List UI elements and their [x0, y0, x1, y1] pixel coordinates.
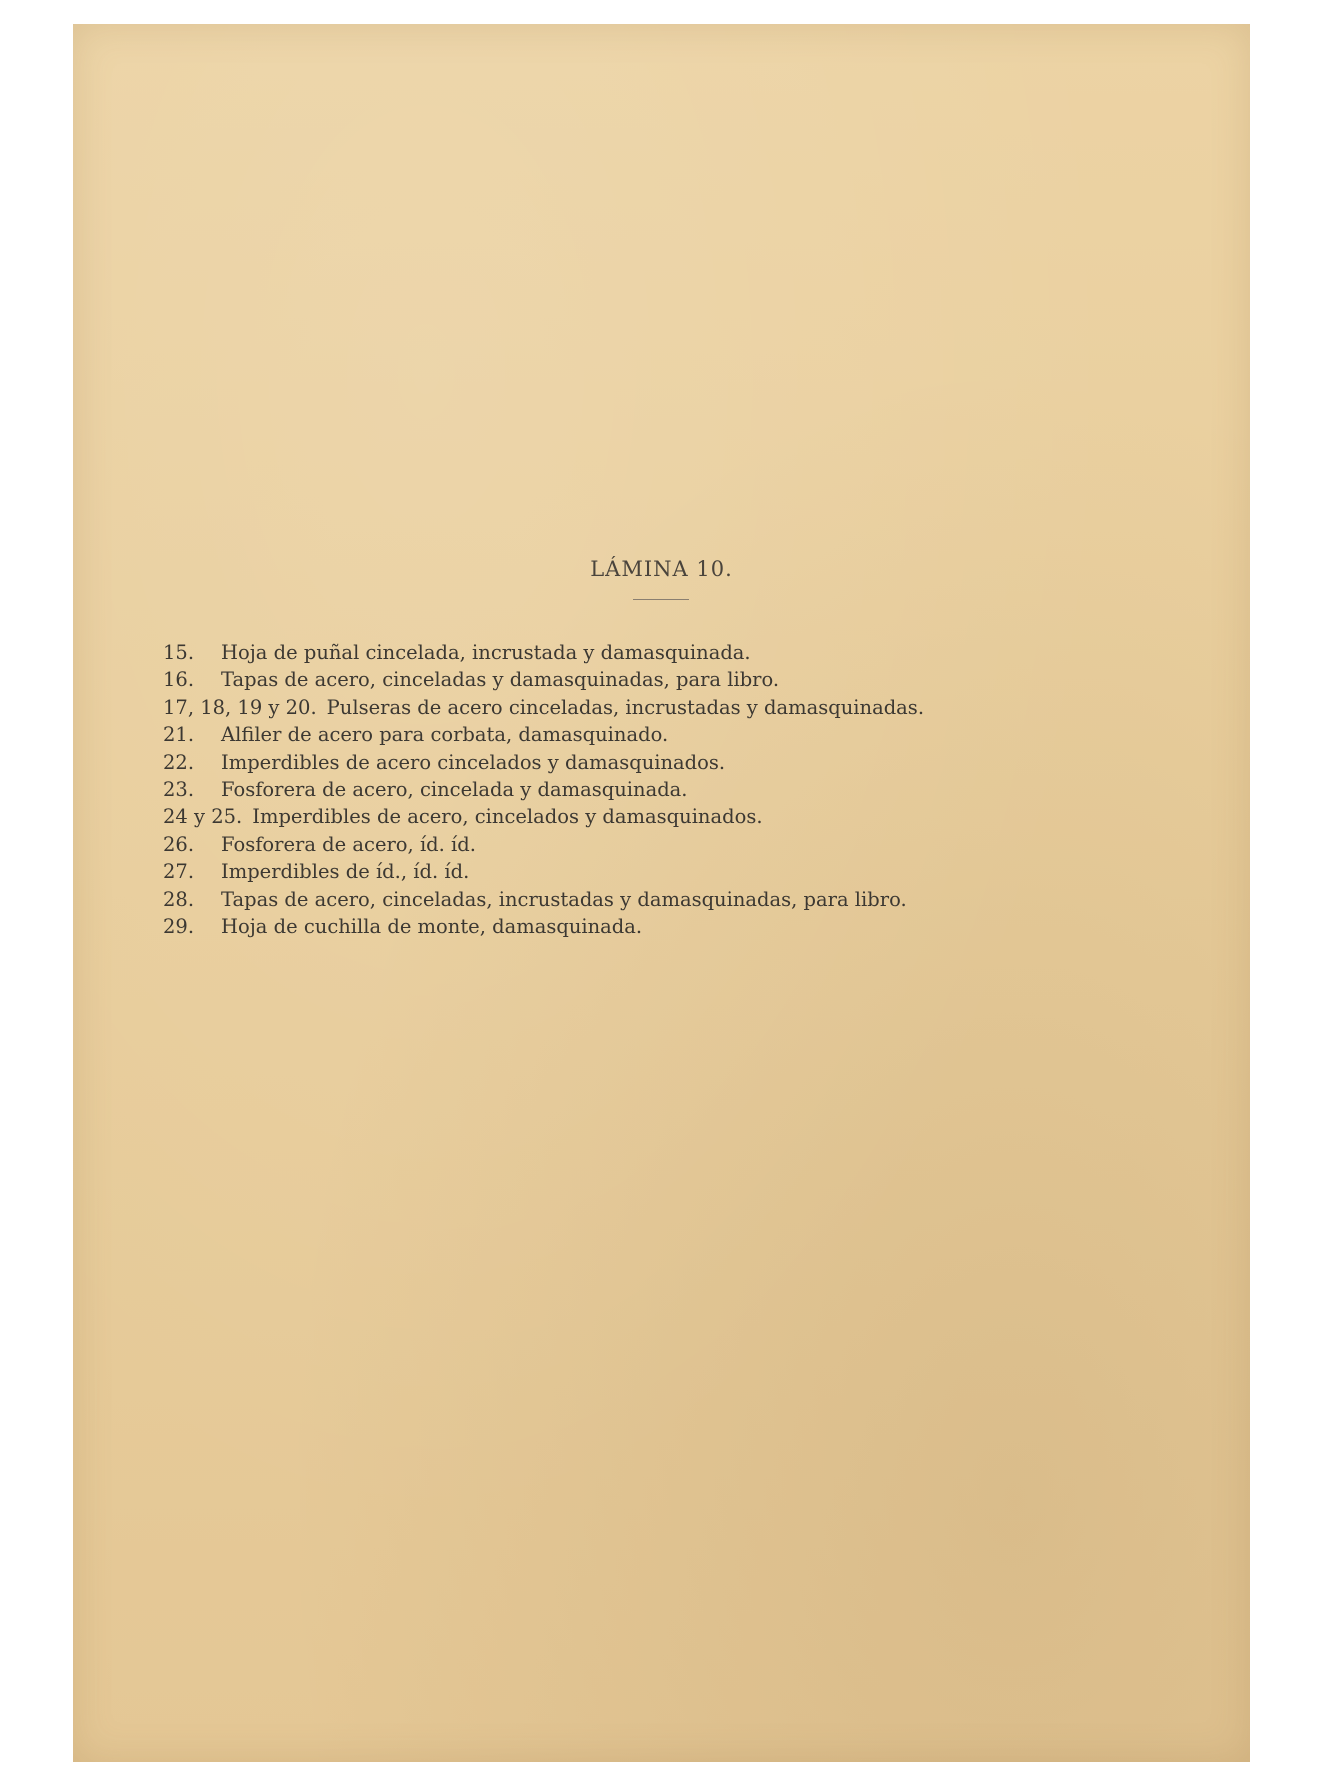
caption-list — [163, 639, 1123, 940]
caption-item — [163, 749, 1123, 776]
plate-title: LÁMINA 10. — [590, 557, 733, 581]
caption-number: 22. — [163, 750, 195, 774]
caption-text: Pulseras de acero cinceladas, incrustadas y damasquinadas. — [326, 695, 925, 719]
caption-number: 21. — [163, 723, 195, 747]
document-page — [73, 24, 1250, 1762]
caption-text: Imperdibles de íd., íd. íd. — [221, 860, 470, 884]
caption-text: Tapas de acero, cinceladas, incrustadas y damasquinadas, para libro. — [221, 887, 907, 911]
caption-item — [163, 694, 1123, 721]
caption-item — [163, 858, 1123, 885]
caption-number: 27. — [163, 860, 195, 884]
caption-text: Hoja de cuchilla de monte, damasquinada. — [221, 914, 643, 938]
caption-text: Hoja de puñal cincelada, incrustada y damasquinada. — [221, 641, 751, 664]
caption-text: Fosforera de acero, íd. íd. — [221, 832, 476, 856]
caption-item — [163, 721, 1123, 748]
caption-item — [163, 913, 1123, 940]
caption-number: 15. — [163, 641, 195, 664]
caption-text: Tapas de acero, cinceladas y damasquinadas, para libro. — [221, 668, 780, 692]
caption-text: Imperdibles de acero, cincelados y damasquinados. — [252, 805, 763, 829]
caption-number: 26. — [163, 832, 195, 856]
caption-number: 23. — [163, 777, 195, 801]
title-divider — [633, 599, 689, 600]
caption-item — [163, 666, 1123, 693]
caption-number: 29. — [163, 914, 195, 938]
caption-text: Imperdibles de acero cincelados y damasquinados. — [221, 750, 726, 774]
caption-number: 17, 18, 19 y 20. — [163, 695, 317, 719]
caption-item — [163, 886, 1123, 913]
caption-item — [163, 639, 1123, 666]
caption-item — [163, 803, 1123, 830]
caption-item — [163, 776, 1123, 803]
caption-number: 16. — [163, 668, 195, 692]
caption-text: Alfiler de acero para corbata, damasquinado. — [221, 723, 669, 747]
caption-item — [163, 831, 1123, 858]
caption-text: Fosforera de acero, cincelada y damasquinada. — [221, 777, 688, 801]
caption-number: 28. — [163, 887, 195, 911]
caption-number: 24 y 25. — [163, 805, 243, 829]
